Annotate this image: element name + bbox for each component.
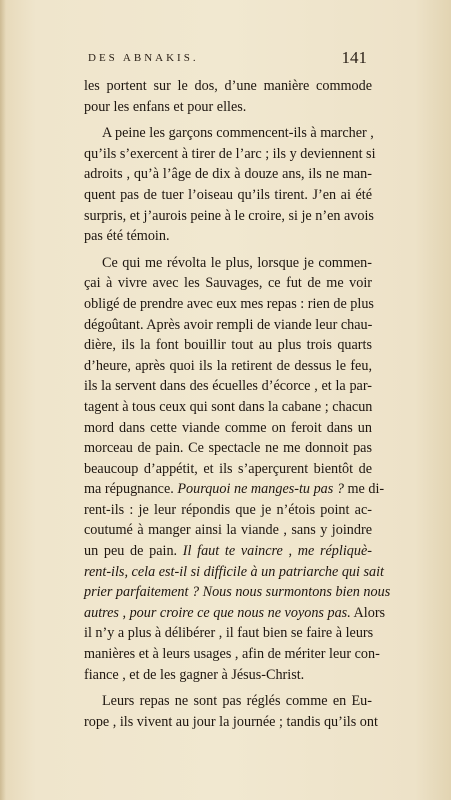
text-line: rope , ils vivent au jour la journée ; tandis qu’ils ont (84, 713, 378, 730)
text-line: mord dans cette viande comme on feroit dans un (84, 419, 372, 436)
text-line: pour les enfans et pour elles. (84, 98, 247, 115)
text-line: dégoûtant. Après avoir rempli de viande leur chau- (84, 316, 373, 333)
text-line (84, 479, 385, 500)
text-line: Leurs repas ne sont pas réglés comme en Eu- (102, 693, 372, 710)
italic-text-line: prier parfaitement ? Nous nous surmontons bien nous (84, 584, 391, 601)
text-line: tagent à tous ceux qui sont dans la cabane ; chacun (84, 398, 373, 415)
text-line: adroits , qu’à l’âge de dix à douze ans, ils ne man- (84, 166, 372, 183)
running-head: DES ABNAKIS. (88, 52, 199, 64)
text-line: dière, ils la font bouillir tout au plus trois quarts (84, 337, 372, 354)
text-line: obligé de prendre avec eux mes repas : rien de plus (84, 295, 374, 312)
text-line: rent-ils : je leur répondis que je n’étois point ac- (84, 501, 372, 518)
text-line: ils la servent dans des écuelles d’écorce , et la par- (84, 378, 372, 395)
text-line: coutumé à manger ainsi la viande , sans y joindre (84, 522, 372, 539)
text-line: çai à vivre avec les Sauvages, ce fut de me voir (84, 275, 372, 292)
italic-text-segment: autres , pour croire ce que nous ne voyons pas. (84, 604, 351, 621)
text-line: fiance , et de les gagner à Jésus-Christ. (84, 666, 305, 683)
page-gutter-shadow (0, 0, 6, 800)
text-line (84, 541, 372, 562)
text-line: beaucoup d’appétit, et ils s’aperçurent bientôt de (84, 460, 372, 477)
text-line: A peine les garçons commencent-ils à marcher , (102, 125, 374, 142)
text-segment: me di- (347, 481, 385, 498)
text-line (84, 603, 386, 624)
text-line: pas été témoin. (84, 228, 170, 245)
text-line: qu’ils s’exercent à tirer de l’arc ; ils y deviennent si (84, 145, 376, 162)
text-line: surpris, et j’aurois peine à le croire, si je n’en avois (84, 207, 374, 224)
text-segment: un peu de pain. (84, 543, 178, 560)
italic-text-segment: Pourquoi ne manges-tu pas ? (177, 481, 344, 498)
text-line: il n’y a plus à délibérer , il faut bien se faire à leurs (84, 625, 374, 642)
text-segment: Alors (353, 604, 386, 621)
text-segment: ma répugnance. (84, 481, 174, 498)
page-body (84, 76, 391, 732)
text-line: Ce qui me révolta le plus, lorsque je commen- (102, 254, 372, 271)
italic-text-segment: Il faut te vaincre , me répliquè- (182, 543, 372, 560)
text-line: quent pas de tuer l’oiseau qu’ils tirent. J’en ai été (84, 186, 372, 203)
text-line: morceau de pain. Ce spectacle ne me donnoit pas (84, 440, 372, 457)
text-line: manières et à leurs usages , afin de mériter leur con- (84, 646, 380, 663)
italic-text-line: rent-ils, cela est-il si difficile à un patriarche qui sait (84, 563, 385, 580)
text-line: d’heure, après quoi ils la retirent de dessus le feu, (84, 357, 372, 374)
text-line: les portent sur le dos, d’une manière commode (84, 78, 372, 94)
page-header (88, 48, 367, 70)
page-number: 141 (341, 48, 367, 67)
